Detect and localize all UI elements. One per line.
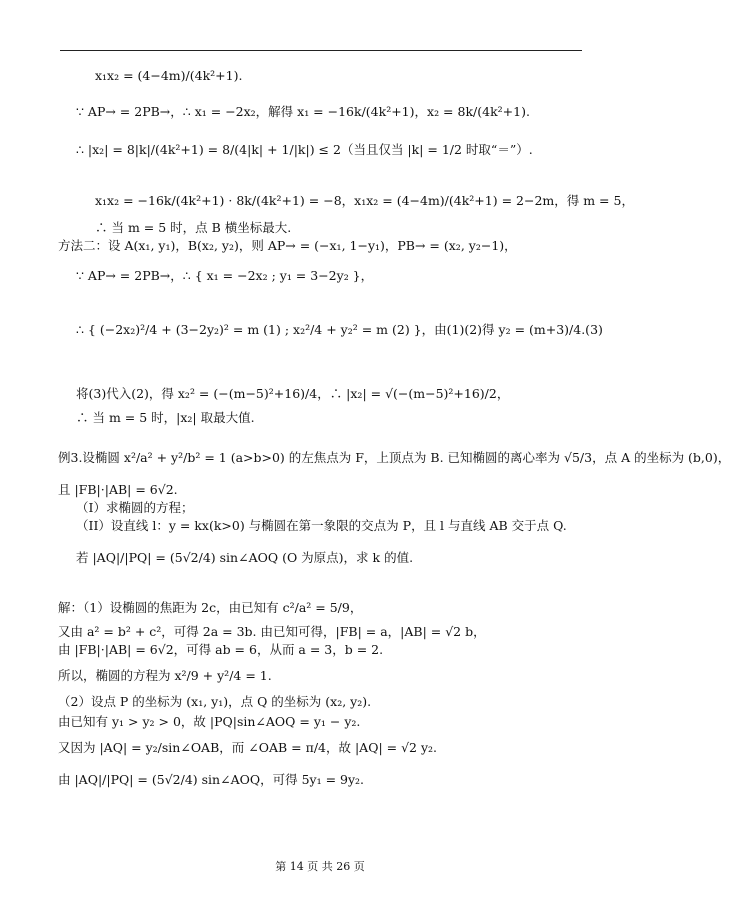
text-line [76, 410, 255, 426]
text-line [76, 322, 603, 338]
text-line-content: （II）设直线 l：y = kx(k>0) 与椭圆在第一象限的交点为 P，且 l 与直线 AB 交于点 Q. [76, 518, 567, 533]
text-line-content: 方法二：设 A(x₁, y₁)，B(x₂, y₂)，则 AP→ = (−x₁, 1−y₁)，PB→ = (x₂, y₂−1)， [58, 238, 517, 253]
text-line-content: 例3.设椭圆 x²/a² + y²/b² = 1 (a>b>0) 的左焦点为 F，上顶点为 B. 已知椭圆的离心率为 √5/3，点 A 的坐标为 (b,0)， [58, 450, 730, 465]
text-line [95, 193, 634, 209]
text-line-content: 解：（1）设椭圆的焦距为 2c，由已知有 c²/a² = 5/9， [58, 600, 363, 615]
text-line-content: ∴ { (−2x₂)²/4 + (3−2y₂)² = m (1) ; x₂²/4 + y₂² = m (2) }，由(1)(2)得 y₂ = (m+3)/4.(3) [76, 322, 603, 337]
text-line-content: ∴ 当 m = 5 时，点 B 横坐标最大. [95, 220, 292, 235]
text-line [76, 518, 567, 534]
text-line [58, 642, 383, 658]
text-line [76, 268, 373, 284]
text-line-content: 所以，椭圆的方程为 x²/9 + y²/4 = 1. [58, 668, 272, 683]
text-line [58, 600, 362, 616]
text-line-content: 且 |FB|·|AB| = 6√2. [58, 482, 178, 497]
text-line [58, 740, 437, 756]
text-line [58, 624, 486, 640]
text-line-content: 由 |FB|·|AB| = 6√2，可得 ab = 6，从而 a = 3，b = 2. [58, 642, 384, 657]
text-line-content: ∴ 当 m = 5 时，|x₂| 取最大值. [76, 410, 255, 425]
text-line-content: ∵ AP→ = 2PB→，∴ x₁ = −2x₂，解得 x₁ = −16k/(4k²+1)，x₂ = 8k/(4k²+1). [76, 104, 530, 119]
text-line [58, 694, 371, 710]
text-line-content: x₁x₂ = −16k/(4k²+1) · 8k/(4k²+1) = −8，x₁x₂ = (4−4m)/(4k²+1) = 2−2m，得 m = 5， [95, 193, 634, 208]
header-rule [60, 50, 582, 51]
text-line [58, 450, 730, 466]
text-line-content: ∴ |x₂| = 8|k|/(4k²+1) = 8/(4|k| + 1/|k|) ≤ 2（当且仅当 |k| = 1/2 时取“＝”）. [76, 142, 533, 157]
text-line [76, 550, 413, 566]
text-line-content: ∵ AP→ = 2PB→，∴ { x₁ = −2x₂ ; y₁ = 3−2y₂ }， [76, 268, 374, 283]
text-line [58, 238, 517, 254]
text-line [76, 500, 193, 516]
text-line-content: 若 |AQ|/|PQ| = (5√2/4) sin∠AOQ (O 为原点)，求 k 的值. [76, 550, 414, 565]
text-line-content: 由已知有 y₁ > y₂ > 0，故 |PQ|sin∠AOQ = y₁ − y₂. [58, 714, 361, 729]
text-line [58, 714, 360, 730]
text-line [58, 668, 272, 684]
text-line-content: 将(3)代入(2)，得 x₂² = (−(m−5)²+16)/4，∴ |x₂| = √(−(m−5)²+16)/2， [76, 386, 510, 401]
text-line-content: （I）求椭圆的方程； [76, 500, 194, 515]
text-line [95, 68, 242, 84]
text-line-content: 由 |AQ|/|PQ| = (5√2/4) sin∠AOQ，可得 5y₁ = 9y₂. [58, 772, 365, 787]
text-line-content: 又因为 |AQ| = y₂/sin∠OAB，而 ∠OAB = π/4，故 |AQ| = √2 y₂. [58, 740, 438, 755]
text-line-content: 又由 a² = b² + c²，可得 2a = 3b. 由已知可得，|FB| = a，|AB| = √2 b， [58, 624, 486, 639]
text-line [58, 482, 178, 498]
text-line [76, 386, 509, 402]
page-footer: 第 14 页 共 26 页 [275, 860, 365, 873]
text-line [58, 772, 364, 788]
text-line-content: x₁x₂ = (4−4m)/(4k²+1). [95, 68, 243, 83]
text-line [76, 104, 530, 120]
text-line-content: （2）设点 P 的坐标为 (x₁, y₁)，点 Q 的坐标为 (x₂, y₂). [58, 694, 372, 709]
text-line [76, 142, 533, 158]
text-line [95, 220, 291, 236]
